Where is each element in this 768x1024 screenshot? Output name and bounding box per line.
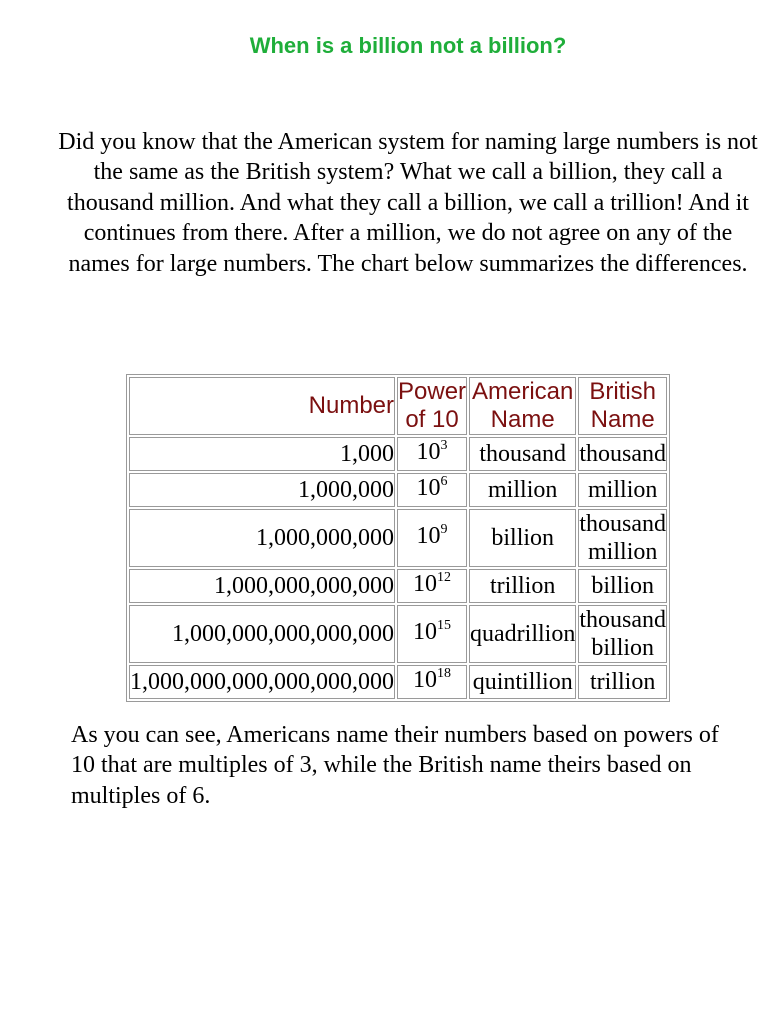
cell-british: [578, 437, 667, 471]
cell-number: 1,000,000,000,000,000: [129, 605, 395, 663]
cell-british: [578, 509, 667, 567]
cell-power: [397, 509, 467, 567]
power-exponent: 9: [440, 522, 448, 537]
table-row: [129, 437, 667, 471]
cell-power: [397, 437, 467, 471]
power-base: 10: [413, 619, 438, 645]
cell-number: 1,000,000,000,000,000,000: [129, 665, 395, 699]
page-title: When is a billion not a billion?: [249, 33, 567, 58]
intro-paragraph: Did you know that the American system for naming large numbers is not the same as the British system? What we call a billion, they call a thousand million. And what they call a billion, we call a trillion! And it continues from there. After a million, we do not agree on any of the names for large numbers. The chart below summarizes the differences.: [58, 129, 758, 277]
table-header-row: [129, 377, 667, 435]
cell-number: 1,000,000,000,000: [129, 569, 395, 603]
cell-american: thousand: [469, 437, 576, 471]
cell-american: million: [469, 473, 576, 507]
cell-power: [397, 665, 467, 699]
british-line1: thousand: [579, 511, 667, 537]
table-row: [129, 473, 667, 507]
cell-number: 1,000,000,000: [129, 509, 395, 567]
cell-power: [397, 473, 467, 507]
power-exponent: 3: [440, 438, 448, 453]
cell-british: [578, 473, 667, 507]
table-row: [129, 509, 667, 567]
cell-number: 1,000: [129, 437, 395, 471]
power-base: 10: [413, 667, 438, 693]
header-power-line2: of 10: [405, 406, 459, 433]
cell-british: [578, 665, 667, 699]
header-british: [578, 377, 667, 435]
british-line2: billion: [591, 635, 655, 661]
table-row: [129, 665, 667, 699]
british-line1: billion: [591, 573, 655, 599]
power-exponent: 15: [437, 618, 452, 633]
table-row: [129, 605, 667, 663]
british-line1: trillion: [590, 669, 656, 695]
power-base: 10: [416, 439, 441, 465]
cell-american: trillion: [469, 569, 576, 603]
british-line2: million: [588, 539, 658, 565]
header-american-line2: Name: [490, 406, 555, 433]
british-line1: thousand: [579, 441, 667, 467]
cell-american: billion: [469, 509, 576, 567]
number-names-table: [126, 374, 670, 702]
cell-british: [578, 569, 667, 603]
header-american: [469, 377, 576, 435]
header-number: [129, 377, 395, 435]
cell-number: 1,000,000: [129, 473, 395, 507]
header-british-line1: British: [589, 378, 657, 405]
power-exponent: 6: [440, 474, 448, 489]
cell-british: [578, 605, 667, 663]
header-power: [397, 377, 467, 435]
power-base: 10: [413, 571, 438, 597]
header-british-line2: Name: [590, 406, 655, 433]
header-american-line1: American: [472, 378, 574, 405]
outro-paragraph: As you can see, Americans name their numbers based on powers of 10 that are multiples of 3, while the British name theirs based on multiples of 6.: [71, 722, 719, 809]
header-number-label: Number: [308, 392, 394, 419]
power-exponent: 12: [437, 570, 452, 585]
table-row: [129, 569, 667, 603]
power-base: 10: [416, 475, 441, 501]
power-exponent: 18: [437, 666, 452, 681]
cell-power: [397, 605, 467, 663]
cell-power: [397, 569, 467, 603]
cell-american: quadrillion: [469, 605, 576, 663]
cell-american: quintillion: [469, 665, 576, 699]
power-base: 10: [416, 523, 441, 549]
british-line1: million: [588, 477, 658, 503]
header-power-line1: Power: [398, 378, 467, 405]
british-line1: thousand: [579, 607, 667, 633]
